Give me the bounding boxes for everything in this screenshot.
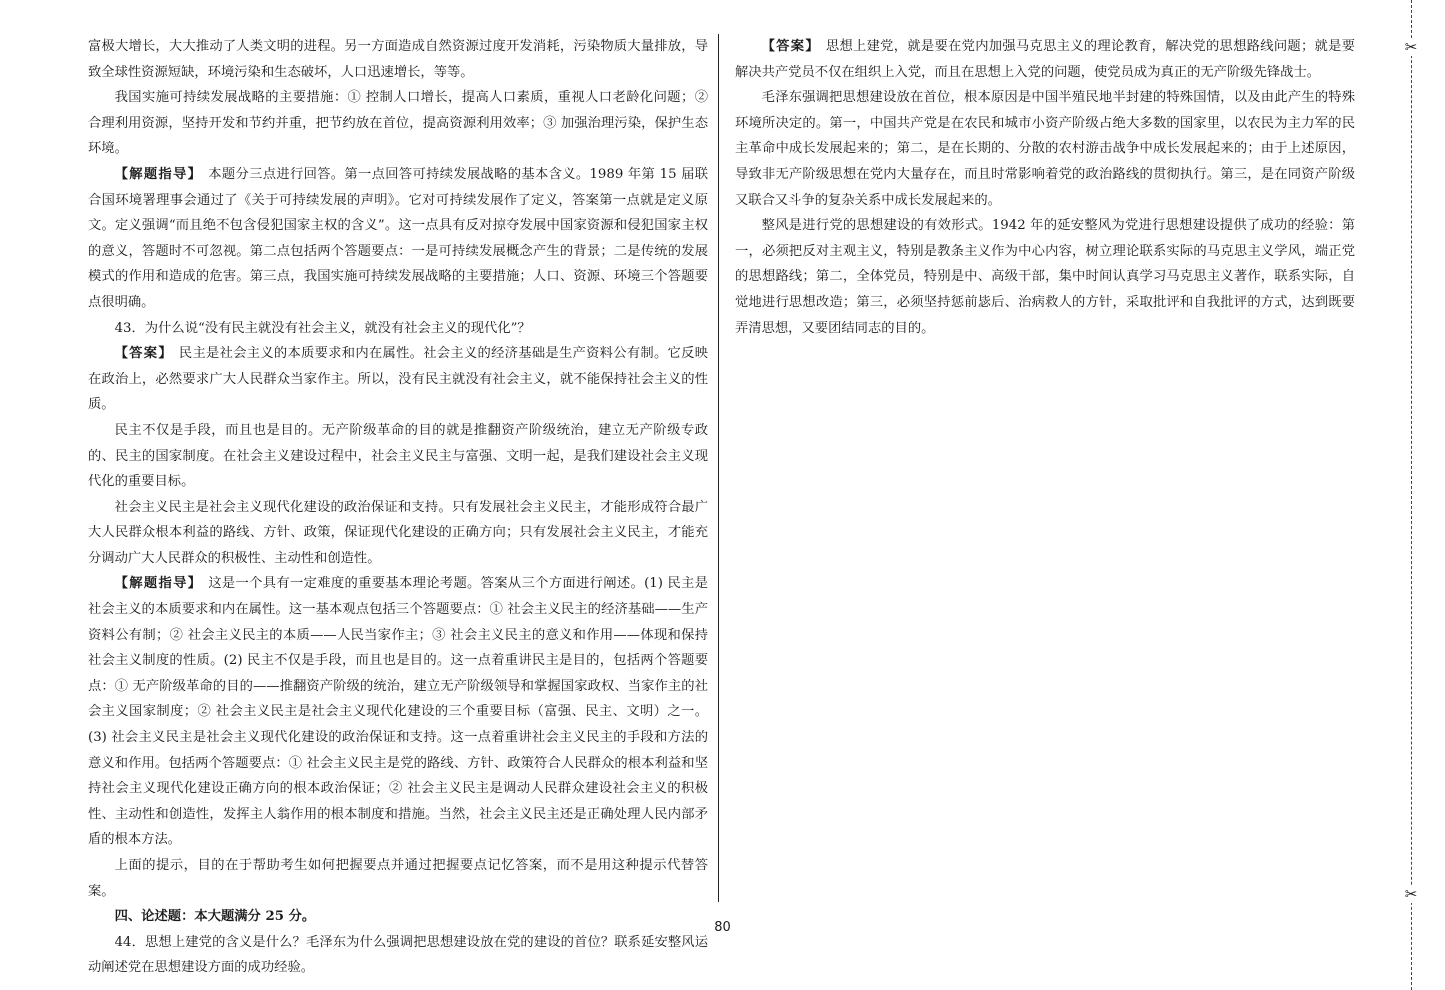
paragraph: 民主不仅是手段，而且也是目的。无产阶级革命的目的就是推翻资产阶级统治，建立无产阶级专政的、民主的国家制度。在社会主义建设过程中，社会主义民主与富强、文明一起，是我们建设社会主义现代化的重要目标。	[88, 422, 708, 490]
guide-paragraph	[88, 162, 708, 316]
paragraph: 我国实施可持续发展战略的主要措施：① 控制人口增长，提高人口素质，重视人口老龄化问题；② 合理利用资源，坚持开发和节约并重，把节约放在首位，提高资源利用效率；③ 加强治理污染，保护生态环境。	[88, 90, 708, 157]
column-divider	[718, 34, 719, 902]
paragraph: 上面的提示，目的在于帮助考生如何把握要点并通过把握要点记忆答案，而不是用这种提示代替答案。	[88, 858, 708, 899]
scissors-icon: ✂	[1402, 885, 1420, 903]
answer-paragraph	[735, 34, 1355, 85]
scissors-icon: ✂	[1402, 38, 1420, 56]
answer-tag: 【答案】	[114, 346, 173, 362]
cut-line	[1411, 0, 1412, 990]
section-title: 四、论述题：本大题满分 25 分。	[114, 909, 316, 925]
paragraph: 社会主义民主是社会主义现代化建设的政治保证和支持。只有发展社会主义民主，才能形成符合最广大人民群众根本利益的路线、方针、政策，保证现代化建设的正确方向；只有发展社会主义民主，才能充分调动广大人民群众的积极性、主动性和创造性。	[88, 499, 708, 566]
question-44: 44．思想上建党的含义是什么？毛泽东为什么强调把思想建设放在党的建设的首位？联系延安整风运动阐述党在思想建设方面的成功经验。	[88, 934, 708, 976]
question-43: 43．为什么说“没有民主就没有社会主义，就没有社会主义的现代化”？	[114, 320, 531, 336]
answer-text: 思想上建党，就是要在党内加强马克思主义的理论教育，解决党的思想路线问题；就是要解决共产党员不仅在组织上入党，而且在思想上入党的问题，使党员成为真正的无产阶级先锋战士。	[735, 39, 1355, 80]
guide-paragraph	[88, 571, 708, 853]
guide-tag: 【解题指导】	[114, 166, 203, 182]
paragraph: 毛泽东强调把思想建设放在首位，根本原因是中国半殖民地半封建的特殊国情，以及由此产生的特殊环境所决定的。第一，中国共产党是在农民和城市小资产阶级占绝大多数的国家里，以农民为主力军的民主革命中成长发展起来的；第二，是在长期的、分散的农村游击战争中成长发展起来的；由于上述原因，导致非无产阶级思想在党内大量存在，而且时常影响着党的政治路线的贯彻执行。第三，是在同资产阶级又联合又斗争的复杂关系中成长发展起来的。	[735, 90, 1355, 208]
answer-tag: 【答案】	[761, 39, 820, 54]
paragraph: 富极大增长，大大推动了人类文明的进程。另一方面造成自然资源过度开发消耗，污染物质大量排放，导致全球性资源短缺，环境污染和生态破坏，人口迅速增长，等等。	[88, 39, 708, 80]
guide-text: 本题分三点进行回答。第一点回答可持续发展战略的基本含义。1989 年第 15 届联合国环境署理事会通过了《关于可持续发展的声明》。它对可持续发展作了定义，答案第一点就是定义原文。定义强调“而且绝不包含侵犯国家主权的含义”。这一点具有反对掠夺发展中国家资源和侵犯国家主权的意义，答题时不可忽视。第二点包括两个答题要点：一是可持续发展概念产生的背景；二是传统的发展模式的作用和造成的危害。第三点，我国实施可持续发展战略的主要措施；人口、资源、环境三个答题要点很明确。	[88, 166, 708, 310]
answer-text: 民主是社会主义的本质要求和内在属性。社会主义的经济基础是生产资料公有制。它反映在政治上，必然要求广大人民群众当家作主。所以，没有民主就没有社会主义，就不能保持社会主义的性质。	[88, 346, 708, 413]
guide-text: 这是一个具有一定难度的重要基本理论考题。答案从三个方面进行阐述。(1) 民主是社会主义的本质要求和内在属性。这一基本观点包括三个答题要点：① 社会主义民主的经济基础——生产资料公有制；② 社会主义民主的本质——人民当家作主；③ 社会主义民主的意义和作用——体现和保持社会主义制度的性质。(2) 民主不仅是手段，而且也是目的。这一点着重讲民主是目的，包括两个答题要点：① 无产阶级革命的目的——推翻资产阶级的统治，建立无产阶级领导和掌握国家政权、当家作主的社会主义国家制度；② 社会主义民主是社会主义现代化建设的三个重要目标（富强、民主、文明）之一。(3) 社会主义民主是社会主义现代化建设的政治保证和支持。这一点着重讲社会主义民主的手段和方法的意义和作用。包括两个答题要点：① 社会主义民主是党的路线、方针、政策符合人民群众的根本利益和坚持社会主义现代化建设正确方向的根本政治保证；② 社会主义民主是调动人民群众建设社会主义的积极性、主动性和创造性，发挥主人翁作用的根本制度和措施。当然，社会主义民主还是正确处理人民内部矛盾的根本方法。	[88, 576, 709, 848]
page-number: 80	[714, 920, 731, 935]
guide-tag: 【解题指导】	[114, 576, 203, 592]
paragraph: 整风是进行党的思想建设的有效形式。1942 年的延安整风为党进行思想建设提供了成功的经验：第一，必须把反对主观主义，特别是教条主义作为中心内容，树立理论联系实际的马克思主义学风，端正党的思想路线；第二，全体党员，特别是中、高级干部，集中时间认真学习马克思主义著作，联系实际，自觉地进行思想改造；第三，必须坚持惩前毖后、治病救人的方针，采取批评和自我批评的方式，达到既要弄清思想，又要团结同志的目的。	[735, 218, 1355, 336]
right-column	[735, 34, 1355, 341]
left-column	[88, 34, 708, 981]
answer-paragraph	[88, 341, 708, 418]
